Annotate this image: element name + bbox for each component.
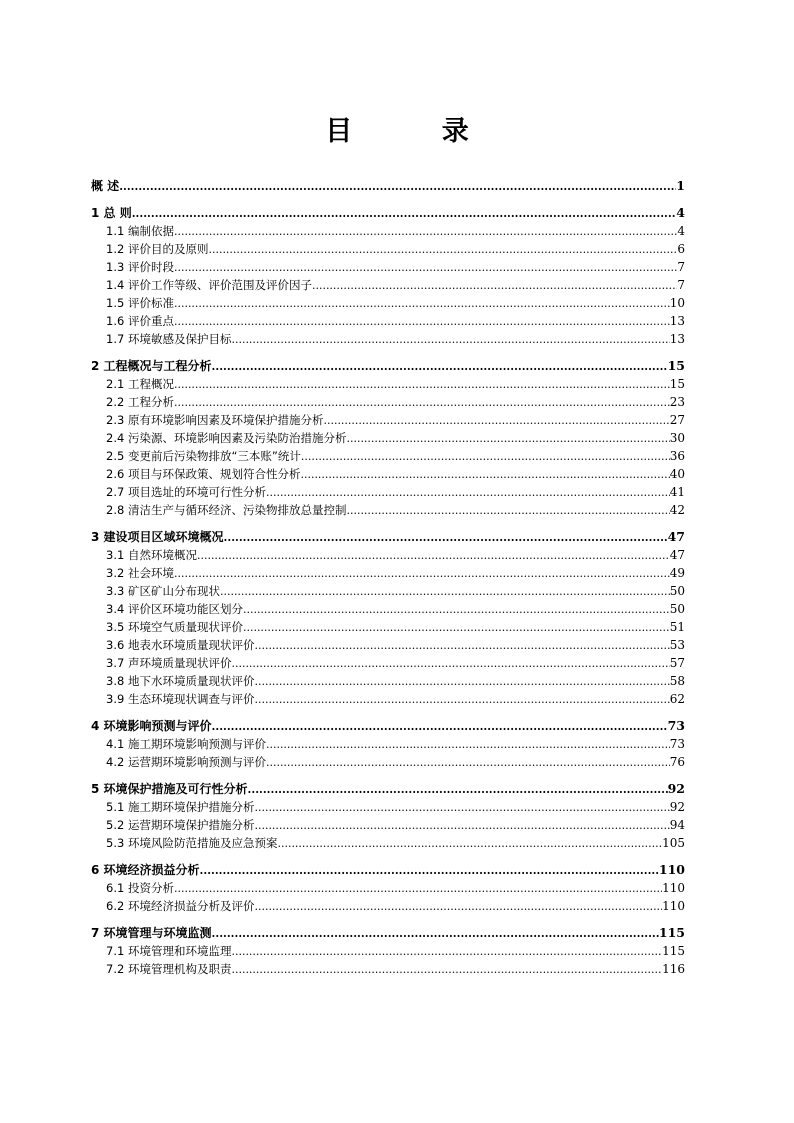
toc-entry-page-number: 1 [676,178,685,193]
toc-leader-dots [224,529,668,547]
toc-chapter-entry[interactable] [91,204,685,222]
toc-chapter-entry[interactable] [91,780,685,798]
toc-section-entry[interactable] [91,690,685,708]
toc-section-entry[interactable] [91,942,685,960]
toc-entry-page-number: 15 [669,377,685,391]
toc-entry-page-number: 7 [677,260,685,274]
toc-section-entry[interactable] [91,501,685,519]
toc-entry-title: 1.6 评价重点 [106,314,174,328]
toc-entry-page-number: 110 [662,899,685,913]
toc-leader-dots [231,331,669,349]
toc-leader-dots [301,448,670,466]
toc-leader-dots [266,754,670,772]
toc-chapter-entry[interactable] [91,924,685,942]
table-of-contents [91,177,685,978]
toc-section-entry[interactable] [91,564,685,582]
toc-leader-dots [174,259,677,277]
toc-entry-title: 6 环境经济损益分析 [91,863,200,877]
toc-entry-title: 7.1 环境管理和环境监理 [106,944,232,958]
toc-entry-page-number: 50 [669,584,685,598]
toc-entry-title: 4.1 施工期环境影响预测与评价 [106,737,266,751]
toc-entry-page-number: 40 [669,467,685,481]
toc-leader-dots [254,673,669,691]
toc-section-entry[interactable] [91,582,685,600]
toc-leader-dots [208,241,677,259]
toc-entry-title: 2.8 清洁生产与循环经济、污染物排放总量控制 [106,503,347,517]
toc-entry-page-number: 47 [669,548,685,562]
toc-leader-dots [323,412,669,430]
toc-entry-title: 7.2 环境管理机构及职责 [106,962,232,976]
page-title: 目 录 [325,116,509,147]
toc-leader-dots [243,619,670,637]
toc-entry-title: 6.1 投资分析 [106,881,174,895]
toc-chapter-entry[interactable] [91,717,685,735]
toc-entry-title: 3.8 地下水环境质量现状评价 [106,674,255,688]
toc-entry-title: 4 环境影响预测与评价 [91,719,212,733]
toc-section-entry[interactable] [91,735,685,753]
toc-entry-title: 1.7 环境敏感及保护目标 [106,332,232,346]
toc-section-entry[interactable] [91,393,685,411]
toc-leader-dots [254,799,669,817]
toc-leader-dots [197,547,670,565]
toc-section-entry[interactable] [91,258,685,276]
toc-section-entry[interactable] [91,798,685,816]
toc-section-entry[interactable] [91,816,685,834]
toc-entry-page-number: 50 [669,602,685,616]
toc-leader-dots [174,880,662,898]
toc-leader-dots [254,691,669,709]
toc-section-entry[interactable] [91,483,685,501]
toc-section-entry[interactable] [91,546,685,564]
toc-entry-title: 3.1 自然环境概况 [106,548,197,562]
toc-entry-title: 2.6 项目与环保政策、规划符合性分析 [106,467,301,481]
toc-leader-dots [220,583,670,601]
toc-section-entry[interactable] [91,375,685,393]
toc-entry-title: 3.4 评价区环境功能区划分 [106,602,243,616]
toc-section-entry[interactable] [91,447,685,465]
toc-entry-title: 2.4 污染源、环境影响因素及污染防治措施分析 [106,431,347,445]
toc-entry-page-number: 92 [669,800,685,814]
toc-chapter-entry[interactable] [91,861,685,879]
toc-entry-title: 3.3 矿区矿山分布现状 [106,584,220,598]
toc-entry-title: 1.1 编制依据 [106,224,174,238]
toc-entry-page-number: 6 [677,242,685,256]
toc-leader-dots [174,313,670,331]
toc-section-entry[interactable] [91,294,685,312]
toc-entry-page-number: 57 [669,656,685,670]
toc-leader-dots [212,358,668,376]
toc-entry-page-number: 7 [677,278,685,292]
toc-leader-dots [254,637,669,655]
toc-entry-page-number: 23 [669,395,685,409]
toc-entry-title: 6.2 环境经济损益分析及评价 [106,899,255,913]
toc-leader-dots [277,835,662,853]
toc-entry-page-number: 92 [667,781,685,796]
toc-entry-page-number: 36 [669,449,685,463]
toc-section-entry[interactable] [91,429,685,447]
toc-entry-title: 1 总 则 [91,206,132,220]
toc-entry-title: 2.7 项目选址的环境可行性分析 [106,485,266,499]
toc-entry-title: 3.7 声环境质量现状评价 [106,656,232,670]
toc-section-entry[interactable] [91,879,685,897]
toc-entry-page-number: 76 [669,755,685,769]
toc-leader-dots [231,943,662,961]
toc-leader-dots [174,565,670,583]
toc-entry-title: 3 建设项目区域环境概况 [91,530,224,544]
toc-entry-page-number: 116 [662,962,685,976]
toc-leader-dots [266,484,670,502]
toc-section-entry[interactable] [91,600,685,618]
toc-entry-title: 4.2 运营期环境影响预测与评价 [106,755,266,769]
toc-leader-dots [174,223,677,241]
toc-entry-page-number: 10 [669,296,685,310]
toc-leader-dots [174,394,670,412]
toc-entry-title: 2.2 工程分析 [106,395,174,409]
toc-leader-dots [200,862,659,880]
toc-section-entry[interactable] [91,618,685,636]
toc-entry-page-number: 51 [669,620,685,634]
toc-leader-dots [346,430,669,448]
toc-section-entry[interactable] [91,312,685,330]
toc-entry-title: 2.5 变更前后污染物排放“三本账”统计 [106,449,301,463]
toc-entry-title: 5.2 运营期环境保护措施分析 [106,818,255,832]
toc-entry-page-number: 13 [669,332,685,346]
toc-chapter-entry[interactable] [91,528,685,546]
toc-entry-title: 3.2 社会环境 [106,566,174,580]
toc-leader-dots [254,817,669,835]
toc-entry-page-number: 13 [669,314,685,328]
toc-entry-title: 2.1 工程概况 [106,377,174,391]
toc-entry-page-number: 42 [669,503,685,517]
toc-entry-page-number: 47 [667,529,685,544]
toc-entry-title: 7 环境管理与环境监测 [91,926,212,940]
toc-section-entry[interactable] [91,330,685,348]
toc-leader-dots [254,898,662,916]
toc-section-entry[interactable] [91,276,685,294]
toc-section-entry[interactable] [91,672,685,690]
toc-entry-title: 1.5 评价标准 [106,296,174,310]
toc-leader-dots [312,277,677,295]
toc-chapter-entry[interactable] [91,177,685,195]
toc-entry-page-number: 94 [669,818,685,832]
toc-entry-title: 3.5 环境空气质量现状评价 [106,620,243,634]
toc-entry-page-number: 105 [662,836,685,850]
toc-entry-title: 1.3 评价时段 [106,260,174,274]
toc-entry-page-number: 73 [667,718,685,733]
toc-section-entry[interactable] [91,411,685,429]
toc-entry-page-number: 15 [667,358,685,373]
toc-leader-dots [266,736,670,754]
toc-entry-title: 2 工程概况与工程分析 [91,359,212,373]
toc-entry-title: 3.9 生态环境现状调查与评价 [106,692,255,706]
toc-entry-title: 1.4 评价工作等级、评价范围及评价因子 [106,278,312,292]
toc-entry-page-number: 110 [662,881,685,895]
toc-section-entry[interactable] [91,465,685,483]
toc-entry-title: 3.6 地表水环境质量现状评价 [106,638,255,652]
toc-leader-dots [248,781,668,799]
toc-section-entry[interactable] [91,897,685,915]
toc-leader-dots [212,718,668,736]
toc-leader-dots [119,178,676,196]
toc-entry-page-number: 58 [669,674,685,688]
toc-entry-page-number: 27 [669,413,685,427]
toc-section-entry[interactable] [91,960,685,978]
toc-section-entry[interactable] [91,636,685,654]
toc-leader-dots [243,601,670,619]
toc-section-entry[interactable] [91,834,685,852]
toc-entry-page-number: 4 [677,224,685,238]
toc-entry-title: 5 环境保护措施及可行性分析 [91,782,248,796]
toc-entry-page-number: 49 [669,566,685,580]
toc-entry-title: 1.2 评价目的及原则 [106,242,209,256]
toc-entry-page-number: 4 [676,205,685,220]
toc-entry-page-number: 110 [658,862,685,877]
toc-section-entry[interactable] [91,222,685,240]
toc-entry-page-number: 53 [669,638,685,652]
toc-leader-dots [174,376,670,394]
toc-entry-page-number: 73 [669,737,685,751]
toc-entry-page-number: 62 [669,692,685,706]
toc-section-entry[interactable] [91,753,685,771]
toc-entry-title: 概 述 [91,179,120,193]
toc-leader-dots [212,925,659,943]
toc-entry-title: 5.3 环境风险防范措施及应急预案 [106,836,278,850]
toc-leader-dots [231,961,662,979]
toc-leader-dots [300,466,669,484]
toc-entry-page-number: 115 [662,944,685,958]
toc-leader-dots [174,295,670,313]
toc-entry-page-number: 41 [669,485,685,499]
toc-entry-page-number: 115 [658,925,685,940]
toc-entry-title: 5.1 施工期环境保护措施分析 [106,800,255,814]
toc-section-entry[interactable] [91,240,685,258]
toc-section-entry[interactable] [91,654,685,672]
toc-leader-dots [132,205,677,223]
toc-entry-page-number: 30 [669,431,685,445]
toc-entry-title: 2.3 原有环境影响因素及环境保护措施分析 [106,413,324,427]
toc-leader-dots [346,502,669,520]
toc-chapter-entry[interactable] [91,357,685,375]
toc-leader-dots [231,655,669,673]
